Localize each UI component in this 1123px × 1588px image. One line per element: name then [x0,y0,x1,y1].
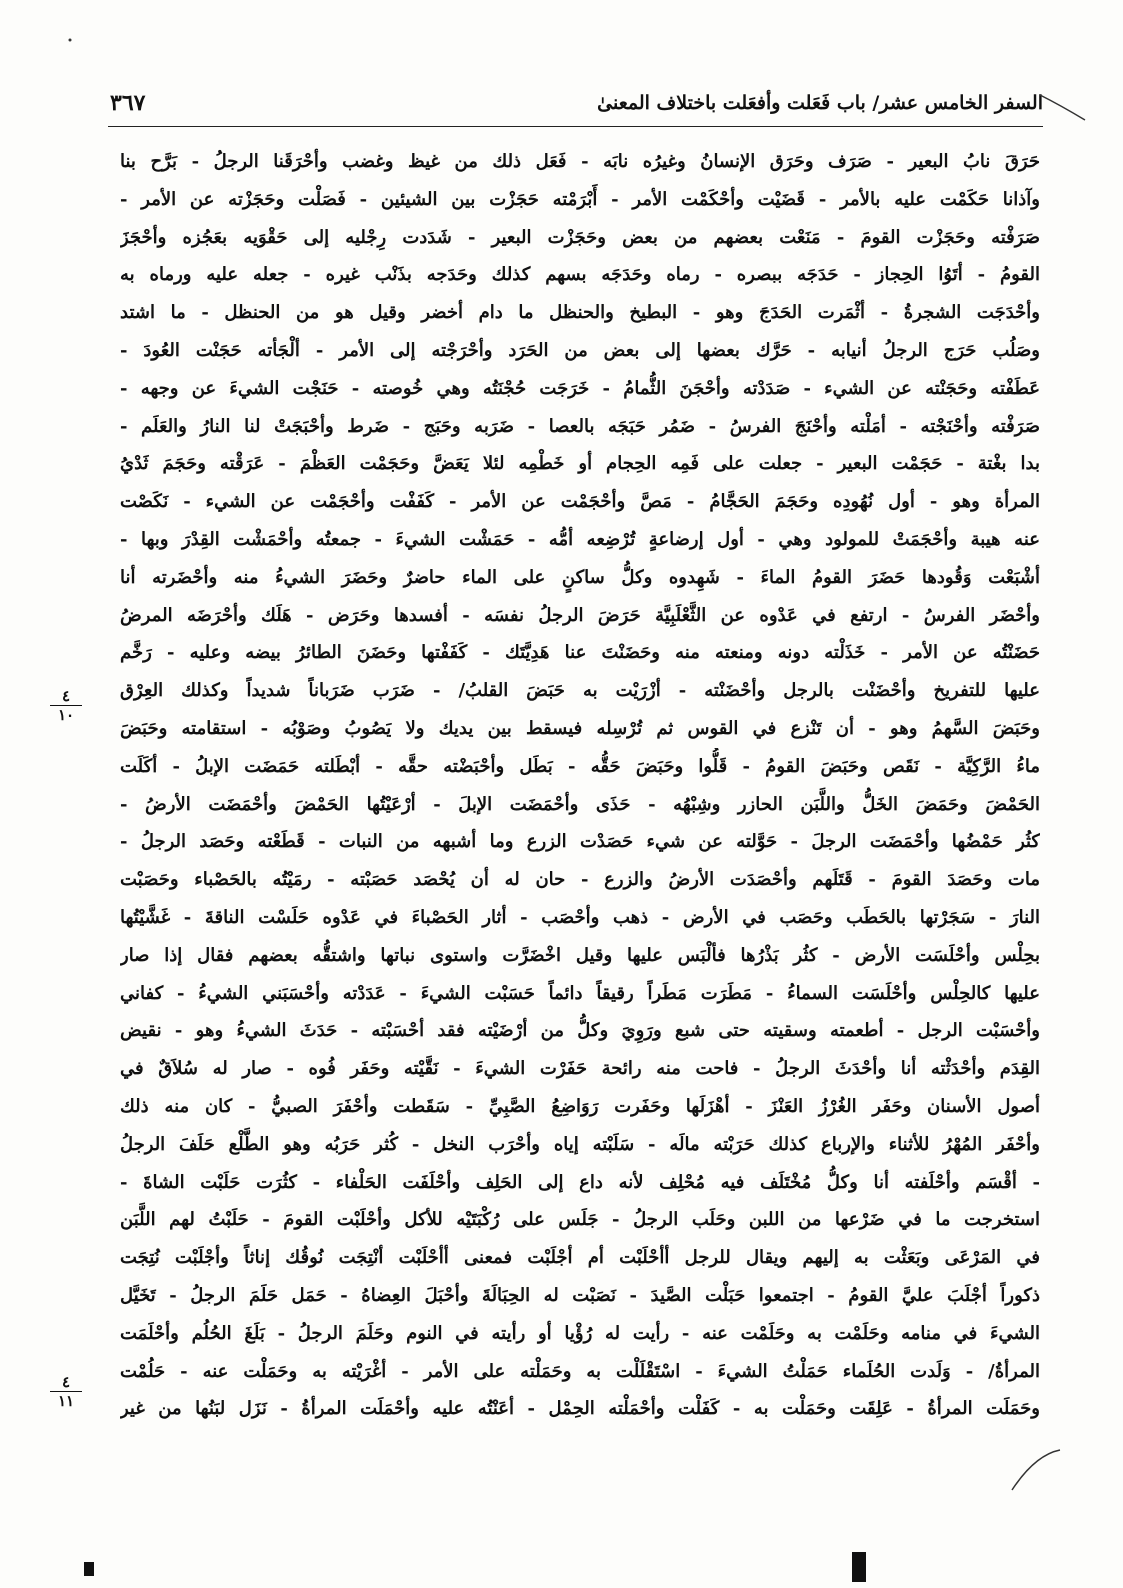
text-line: عليها للتفريخ وأحْضَنْت بالرجل وأحْضَنْته - أزْرَيْت به حَبَضَ القلبُ/ - ضَرَب ضَرَباناً شديداً وكذلك العِرْق [120,680,1040,702]
scan-blot [84,1562,94,1576]
text-line: - أقْسَم وأحْلَفته أنا وكلُّ مُخْتَلَف فيه مُحْلِف لأنه داع إلى الحَلِف وأحْلَفَت الحَلْفاء - كثُرَت حَلَبْت الشاةَ - [120,1171,1040,1193]
text-line: وأحْضَر الفرسُ - ارتفع في عَدْوه عن الثَّعْلَبِيَّة حَرَضَ الرجلُ نفسَه - أفسدها وحَرَض - هَلَك وأحْرَضَه المرضُ [120,604,1040,626]
text-line: حَرَقَ نابُ البعير - صَرَف وحَرَق الإنسانُ وغيرُه نابَه - فَعَل ذلك من غيظ وغضب وأحْرَقَنا الرجلُ - بَرَّح بنا [120,151,1040,172]
text-line: الحَمْضَ وحَمَضَ الخَلُّ واللَّبَن الحازر وشِبْهُه - حَذَى وأحْمَضَت الإبلَ - أرْعَيْتُها الحَمْضَ وأحْمَضَت الأرضُ - [120,793,1040,815]
text-line: القِدَم وأحْدَثْته أنا وأحْدَثَ الرجلُ - فاحت منه رائحة حَفَرْت الشيءَ - نَقَّيْته وحَفَر فُوه - صار له سُلاَقٌ في [120,1058,1040,1080]
page-number: ٣٦٧ [110,90,146,116]
text-line: وحَبَضَ السَّهمُ وهو - أن تَنْزع في القوس ثم تُرْسِله فيسقط بين يديك ولا يَصُوبُ وصَوْبُه - استقامته وحَبَضَ [120,717,1040,739]
scan-stroke [1012,1450,1060,1490]
text-line: بحِلْس وأحْلَسَت الأرض - كثُر بَذْرُها فألْبَس عليها وقيل اخْضَرَّت واستوى نباتها واشتقُّه بعضهم فقال إذا صار [120,944,1040,966]
scan-stroke [1040,95,1085,120]
text-line: وأحْفَر المُهْرُ للأثناء والإرباع كذلك حَرَبْته مالَه - سَلَبْته إياه وأحْرَب النخل - كُثر حَرَبُه وهو الطَّلْع حَلَفَ الرجلُ [120,1133,1040,1155]
text-line: استخرجت ما في ضَرْعها من اللبن وحَلَب الرجلُ - جَلَس على رُكْبَتَيْه للأكل وأحْلَبْت القومَ - حَلَبْتُ لهم اللَّبَن [120,1209,1040,1231]
text-line: عنه هيبة وأحْجَمَتْ للمولود وهي - أول إرضاعةٍ تُرْضِعه أمُّه - حَمَشْت الشيءَ - جمعتُه وأحْمَشْت القِدْرَ وبها - [120,528,1040,550]
margin-note-denominator: ١٠ [57,706,75,724]
text-line: صَرَفْته وأحْنَجْته - أمَلْته وأحْنَجَ الفرسُ - ضَمُر حَبَجَه بالعصا - ضَرَبه وحَبَج - ضَرط وأحْبَجَتْ لنا النارُ والعَلَم - [120,415,1040,437]
text-line: وأحْدَجَت الشجرةُ - أثْمَرت الحَدَجَ وهو - البطيخ والحنظل ما دام أخضر وقيل هو من الحنظل - ما اشتد [120,302,1040,324]
text-line: حَضَنْتُه عن الأمر - خَذَلْته دونه ومنعته منه وحَضَنْتَ عنا هَدِيَّتَك - كَفَفْتها وحَضَنَ الطائرُ بيضه وعليه - رَخَّم [120,642,1040,664]
text-line: الشيءَ في منامه وحَلَمْت به وحَلَمْت عنه - رأيت له رُؤْيا أو رأيته في النوم وحَلَمَ الرجلُ - بَلَغَ الحُلُم وأحْلَمَت [120,1322,1040,1344]
text-line: عَطَفْته وحَجَنْته عن الشيء - صَدَدْته وأحْجَنَ الثُّمامُ - خَرَجَت حُجْنَتُه وهي خُوصته - حَنَجْت الشيءَ عن وجهه - [120,377,1040,399]
text-line: أشْبَعْت وَقُودها حَضَرَ القومُ الماءَ - شَهِدوه وكلُّ ساكنٍ على الماء حاضرٌ وحَضَرَ الشيءُ منه وأحْضَرته أنا [120,566,1040,588]
scan-dot [69,39,72,42]
text-line: القومُ - أتَوُا الحِجاز - حَدَجَه ببصره - رماه وحَدَجَه بسهم كذلك وحَدَجه بذَنْب غيره - جعله عليه ورماه به [120,264,1040,286]
text-line: وآذانا حَكَمْت عليه بالأمر - قَضَيْت وأحْكَمْت الأمر - أَبْرَمْته حَجَزْت بين الشيئين - فَصَلْت وحَجَزْته عن الأمر - [120,188,1040,210]
scan-blot [852,1552,866,1582]
text-line: أصول الأسنان وحَفَر الغُرْزُ العَنْزَ - أهْزَلَها وحَفَرت رَوَاضِعُ الصَّبِيِّ - سَقَطت وأحْفَرَ الصبيُّ - كان منه ذلك [120,1095,1040,1117]
text-line: المرأةُ/ - وَلَدت الحُلَماء حَمَلْتُ الشيءَ - اسْتَقْلَلْت به وحَمَلْته على الأمر - أغْرَيْته به وحَمَلْت عنه - حَلُمْت [120,1360,1040,1382]
text-line: وصَلُب حَرَج الرجلُ أنيابه - حَرَّك بعضها إلى بعض من الحَرَد وأحْرَجْته إلى الأمر - ألْجَأته حَجَنْت العُودَ - [120,339,1040,361]
margin-note-denominator: ١١ [57,1392,75,1410]
text-line: عليها كالحِلْس وأحْلَسَت السماءُ - مَطَرَت مَطَراً رقيقاً دائماً حَسَبْت الشيءَ - عَدَدْته وأحْسَبَني الشيءُ - كفاني [120,982,1040,1004]
text-line: ماءُ الرَّكِيَّة - نَقَص وحَبَضَ القومُ - قَلُّوا وحَبَضَ حَقُّه - بَطَل وأحْبَضْته حقَّه - أبْطَلته حَمَضَت الإبلُ - أكَلَت [120,755,1040,777]
text-line: ذكوراً أجْلَبَ عليَّ القومُ - اجتمعوا حَبَلْت الصَّيدَ - نَصَبْت له الحِبَالَةَ وأحْبَلَ العِضاهُ - حَمَل حَلَمَ الرجلُ - تَخَيَّل [120,1284,1040,1306]
text-line: النارَ - سَجَرْتها بالحَطَب وحَصَب في الأرض - ذهب وأحْصَب - أثار الحَصْباءَ في عَدْوه حَلَسْت الناقةَ - غَشَّيْتُها [120,906,1040,928]
text-line: بدا بغْتة - حَجَمْت البعير - جعلت على فَمِه الحِجام أو خَطْمِه لئلا يَعَضَّ وحَجَمْت العَظْمَ - عَرَقْته وحَجَمَ ثَدْيُ [120,453,1040,475]
text-line: مات وحَصَدَ القومَ - قَتَلَهم وأحْصَدَت الأرضُ والزرع - حان له أن يُحْصَد حَصَبْته - رمَيْتُه بالحَصْباء وحَصَبْت [120,869,1040,891]
margin-note-numerator: ٤ [61,687,71,705]
text-line: المرأة وهو - أول نُهُودِه وحَجَمَ الحَجَّامُ - مَصَّ وأحْجَمْت عن الأمر - كَفَفْت وأحْجَمْت عن الشيء - نَكَصْت [120,491,1040,513]
text-line: في المَرْعَى وبَعَثْت به إليهم ويقال للرجل أأحْلَبْت أم أجْلَبْت فمعنى أأحْلَبْت أنْتِجَت نُوقُك إناثاً وأجْلَبْت نُتِجَت [120,1247,1040,1269]
text-line: كثُر حَمْضُها وأحْمَضَت الرجلَ - حَوَّلته عن شيء حَصَدْت الزرع وما أشبهه من النبات - قَطَعْته وحَصَد الرجلُ - [120,831,1040,853]
text-line: صَرَفْته وحَجَزْت القومَ - مَنَعْت بعضهم من بعض وحَجَزْت البعير - شَدَدت رِجْليه إلى حَقْوَيه بعَجُزه وأحْجَزَ [120,226,1040,248]
margin-note-numerator: ٤ [61,1373,71,1391]
text-line: وأحْسَبْت الرجل - أطعمته وسقيته حتى شبع ورَوِيَ وكلُّ من أرْضَيْته فقد أحْسَبْته - حَدَثَ الشيءُ وهو - نقيض [120,1020,1040,1042]
header-title: السفر الخامس عشر/ باب فَعَلت وأفعَلت باختلاف المعنىٰ [597,92,1043,114]
text-line: وحَمَلَت المرأةُ - عَلِقَت وحَمَلْت به - كَفَلْت وأحْمَلْته الحِمْل - أعَنْتُه عليه وأحْمَلَت المرأةُ - نَزَل لبَنُها من غير [120,1398,1040,1420]
